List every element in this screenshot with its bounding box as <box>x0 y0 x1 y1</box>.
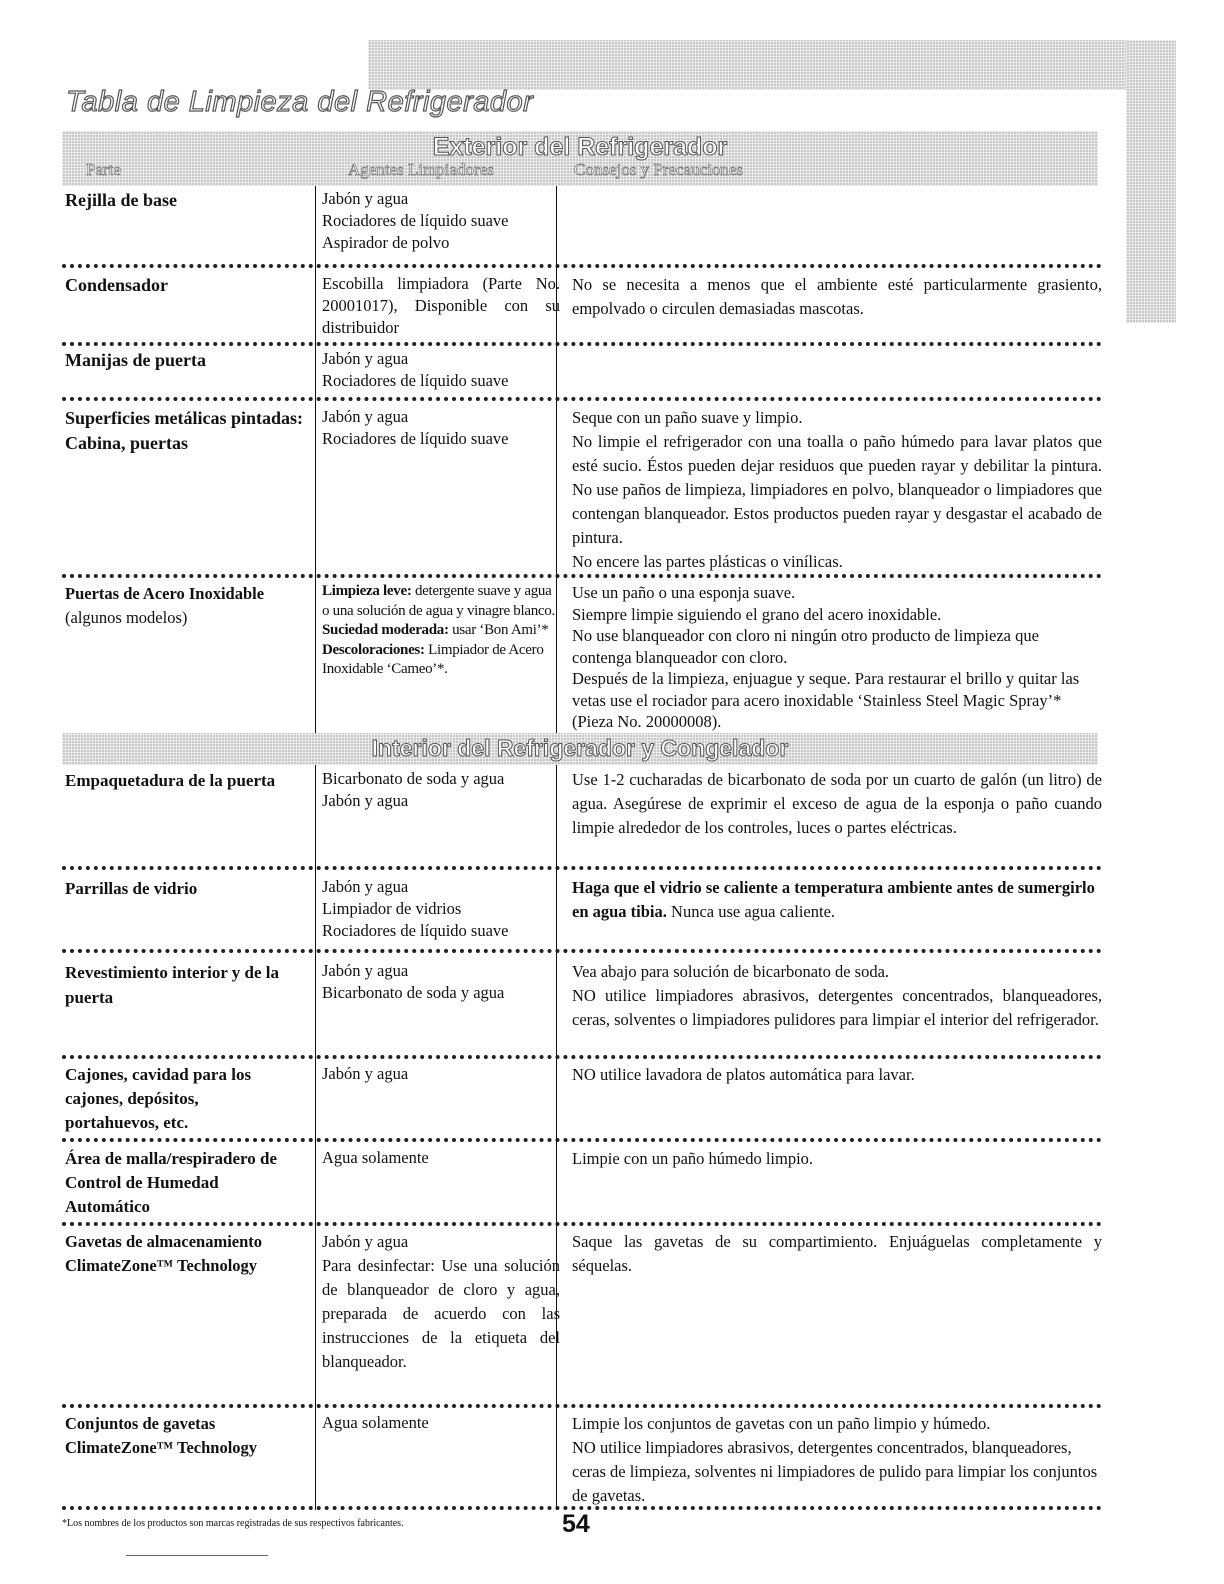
agent-line: Agua solamente <box>322 1148 429 1167</box>
tips <box>572 1412 1102 1508</box>
tip-line: No use blanqueador con cloro ni ningún otro producto de limpieza que contenga blanqueador con cloro. <box>572 626 1039 667</box>
tip-line: Saque las gavetas de su compartimiento. Enjuáguelas completamente y séquelas. <box>572 1232 1102 1275</box>
tip-line: No encere las partes plásticas o vinílicas. <box>572 552 843 571</box>
tip-line: Use un paño o una esponja suave. <box>572 583 796 602</box>
agent-line: Bicarbonato de soda y agua <box>322 983 505 1002</box>
tip-line: NO utilice limpiadores abrasivos, detergentes concentrados, blanqueadores, ceras, solventes o limpiadores pulidores para limpiar el interior del refrigerador. <box>572 986 1102 1029</box>
tip-warning: Haga que el vidrio se caliente a temperatura ambiente antes de sumergirlo en agua tibia. <box>572 878 1095 921</box>
agent-line: Escobilla limpiadora (Parte No. 20001017), Disponible con su distribuidor <box>322 274 560 337</box>
agent-line: Limpieza leve: detergente suave y agua o una solución de agua y vinagre blanco. <box>322 583 555 619</box>
tips <box>572 273 1102 321</box>
tips <box>572 406 1102 574</box>
tip-line: Limpie los conjuntos de gavetas con un paño limpio y húmedo. <box>572 1414 991 1433</box>
column-header-tips: Consejos y Precauciones <box>574 160 744 179</box>
agent-line: Suciedad moderada: usar ‘Bon Ami’* <box>322 622 549 638</box>
part-note: (algunos modelos) <box>65 608 188 627</box>
row-divider <box>62 1138 1102 1142</box>
cleaning-agents <box>322 960 560 1004</box>
column-header-part: Parte <box>86 160 121 179</box>
part-name: Gavetas de almacenamiento ClimateZone™ Technology <box>65 1232 263 1275</box>
tip-line: Siempre limpie siguiendo el grano del acero inoxidable. <box>572 604 942 624</box>
cleaning-agents <box>322 406 560 450</box>
tip-line: No limpie el refrigerador con una toalla o paño húmedo para lavar platos que esté sucio. Éstos pueden dejar residuos que pueden rayar y debilitar la pintura. No use paños de limpieza, limpiadores en polvo, blanqueador o limpiadores que contengan blanqueador. Estos productos pueden rayar y desgastar el acabado de pintura. <box>572 432 1102 547</box>
agent-line: Jabón y agua <box>322 791 409 810</box>
row-divider <box>62 342 1102 346</box>
agent-line: Jabón y agua <box>322 407 409 426</box>
agent-line: Agua solamente <box>322 1413 429 1432</box>
decorative-band-top <box>368 40 1176 90</box>
section-header-interior <box>62 733 1098 765</box>
part-name: Conjuntos de gavetas ClimateZone™ Technology <box>65 1414 258 1457</box>
tip-line: Vea abajo para solución de bicarbonato de soda. <box>572 962 890 981</box>
part-name: Rejilla de base <box>65 190 177 210</box>
agent-line: Jabón y agua <box>322 877 409 896</box>
tip-line: No se necesita a menos que el ambiente esté particularmente grasiento, empolvado o circulen demasiadas mascotas. <box>572 275 1102 318</box>
tips <box>572 1063 1102 1087</box>
cleaning-agents <box>322 273 560 339</box>
section-title: Exterior del Refrigerador <box>432 133 728 161</box>
agent-line: Jabón y agua <box>322 189 409 208</box>
cleaning-agents <box>322 1063 560 1085</box>
part-name: Cajones, cavidad para los cajones, depósitos, portahuevos, etc. <box>65 1065 252 1132</box>
agent-line: Descoloraciones: Limpiador de Acero Inoxidable ‘Cameo’*. <box>322 641 544 677</box>
tip-line: Limpie con un paño húmedo limpio. <box>572 1149 814 1168</box>
cleaning-agents <box>322 1147 560 1169</box>
tips <box>572 768 1102 840</box>
tip-line: NO utilice lavadora de platos automática para lavar. <box>572 1065 915 1084</box>
column-header-agents: Agentes Limpiadores <box>348 160 494 179</box>
decorative-line <box>126 1555 268 1556</box>
tips <box>572 1147 1102 1171</box>
part-name: Revestimiento interior y de la puerta <box>65 963 280 1007</box>
cleaning-agents <box>322 1412 560 1434</box>
cleaning-agents <box>322 582 560 680</box>
tip-line: Seque con un paño suave y limpio. <box>572 408 803 427</box>
agent-line: Jabón y agua <box>322 1232 409 1251</box>
page-number: 54 <box>562 1510 590 1538</box>
tip-line: NO utilice limpiadores abrasivos, detergentes concentrados, blanqueadores, ceras de limpieza, solventes ni limpiadores de pulido para limpiar los conjuntos de gavetas. <box>572 1438 1098 1505</box>
part-name: Condensador <box>65 275 169 295</box>
agent-line: Para desinfectar: Use una solución de blanqueador de cloro y agua, preparada de acuerdo con las instrucciones de la etiqueta del blanqueador. <box>322 1256 560 1371</box>
tip-line: Después de la limpieza, enjuague y seque. Para restaurar el brillo y quitar las vetas use el rociador para acero inoxidable ‘Stainless Steel Magic Spray’* (Pieza No. 20000008). <box>572 669 1080 731</box>
cleaning-agents <box>322 348 560 392</box>
column-divider <box>315 186 316 733</box>
tip-line: Nunca use agua caliente. <box>666 902 836 921</box>
row-divider <box>62 1222 1102 1226</box>
agent-line: Aspirador de polvo <box>322 233 450 252</box>
row-divider <box>62 1055 1102 1059</box>
agent-line: Rociadores de líquido suave <box>322 921 509 940</box>
tips <box>572 960 1102 1032</box>
part-title: Puertas de Acero Inoxidable <box>65 584 265 603</box>
row-divider <box>62 949 1102 953</box>
cleaning-agents <box>322 876 560 942</box>
part-name: Parrillas de vidrio <box>65 879 198 898</box>
agent-line: Rociadores de líquido suave <box>322 429 509 448</box>
cleaning-agents <box>322 768 560 812</box>
cleaning-agents <box>322 1230 560 1374</box>
part-name: Empaquetadura de la puerta <box>65 771 276 790</box>
tips <box>572 1230 1102 1278</box>
part-name <box>65 582 309 630</box>
part-name: Superficies metálicas pintadas: Cabina, puertas <box>65 408 303 453</box>
row-divider <box>62 264 1102 268</box>
agent-line: Jabón y agua <box>322 349 409 368</box>
row-divider <box>62 574 1102 578</box>
tips <box>572 582 1102 733</box>
agent-line: Limpiador de vidrios <box>322 899 462 918</box>
row-divider <box>62 1404 1102 1408</box>
agent-line: Rociadores de líquido suave <box>322 211 509 230</box>
footnote: *Los nombres de los productos son marcas registradas de sus respectivos fabricantes. <box>62 1518 404 1529</box>
tips <box>572 876 1102 924</box>
part-name: Manijas de puerta <box>65 350 206 370</box>
agent-line: Rociadores de líquido suave <box>322 371 509 390</box>
decorative-band-side <box>1126 40 1176 323</box>
agent-line: Jabón y agua <box>322 1064 409 1083</box>
agent-line: Jabón y agua <box>322 961 409 980</box>
part-name: Área de malla/respiradero de Control de Humedad Automático <box>65 1149 278 1216</box>
section-title: Interior del Refrigerador y Congelador <box>371 735 789 761</box>
page-title: Tabla de Limpieza del Refrigerador <box>66 86 534 118</box>
tip-line: Use 1-2 cucharadas de bicarbonato de soda por un cuarto de galón (un litro) de agua. Asegúrese de exprimir el exceso de agua de la esponja o paño cuando limpie alrededor de los controles, luces o partes eléctricas. <box>572 770 1102 837</box>
section-header-exterior <box>62 131 1098 186</box>
agent-line: Bicarbonato de soda y agua <box>322 769 505 788</box>
cleaning-agents <box>322 188 560 254</box>
row-divider <box>62 397 1102 401</box>
row-divider <box>62 866 1102 870</box>
